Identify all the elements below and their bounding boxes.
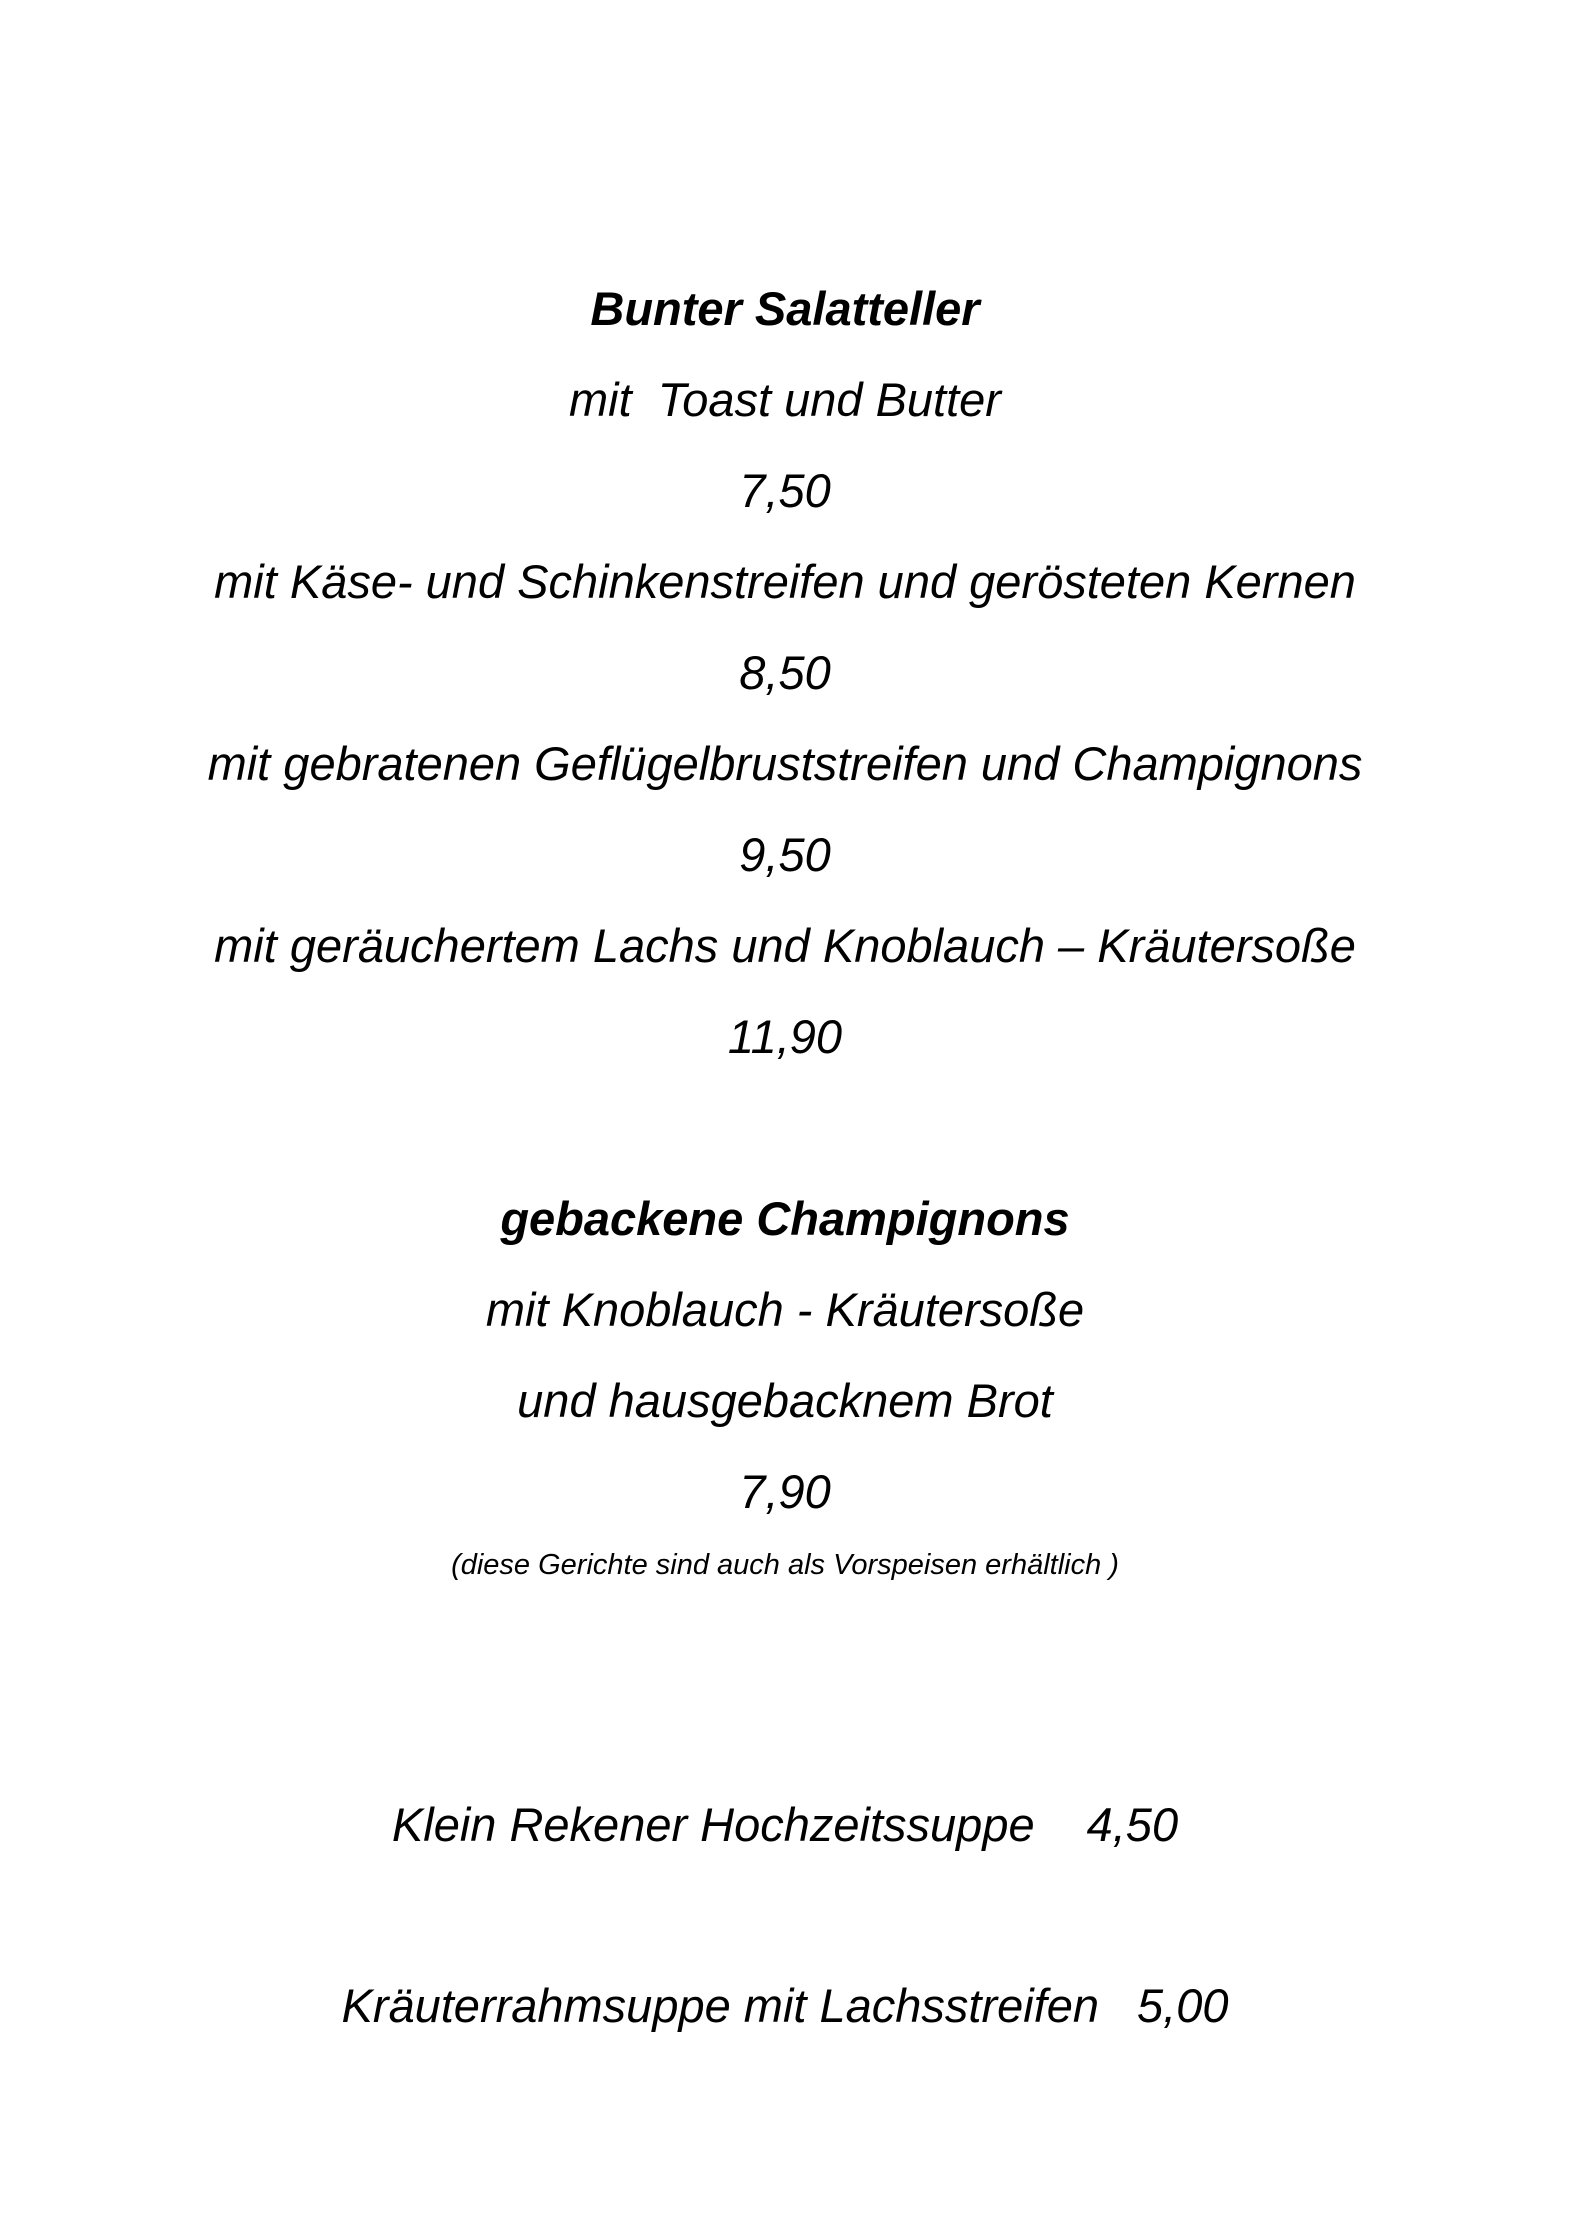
soup-price: 5,00 [1137, 1979, 1229, 2032]
soup-price: 4,50 [1086, 1798, 1179, 1851]
soup-item [0, 1978, 1570, 2034]
salad-variant-description: mit geräuchertem Lachs und Knoblauch – Kräutersoße [214, 919, 1356, 972]
salad-variant-description: mit Toast und Butter [569, 373, 1001, 426]
starter-note: (diese Gerichte sind auch als Vorspeisen erhältlich ) [451, 1549, 1119, 1581]
mushroom-description-line: und hausgebacknem Brot [517, 1374, 1053, 1427]
soup-name: Klein Rekener Hochzeitssuppe [391, 1798, 1035, 1851]
salad-variant-price: 7,50 [739, 464, 831, 517]
soup-item [0, 1797, 1570, 1853]
mushroom-title: gebackene Champignons [500, 1192, 1070, 1245]
mushroom-description-line: mit Knoblauch - Kräutersoße [485, 1283, 1085, 1336]
soup-name: Kräuterrahmsuppe mit Lachsstreifen [341, 1979, 1100, 2032]
salad-variant-description: mit gebratenen Geflügelbruststreifen und Champignons [207, 737, 1363, 790]
salad-variant-description: mit Käse- und Schinkenstreifen und gerösteten Kernen [214, 555, 1356, 608]
salad-title: Bunter Salatteller [590, 282, 980, 335]
mushroom-price: 7,90 [739, 1465, 831, 1518]
salad-variant-price: 11,90 [727, 1010, 843, 1063]
salad-variant-price: 8,50 [739, 646, 831, 699]
salad-variant-price: 9,50 [739, 828, 831, 881]
